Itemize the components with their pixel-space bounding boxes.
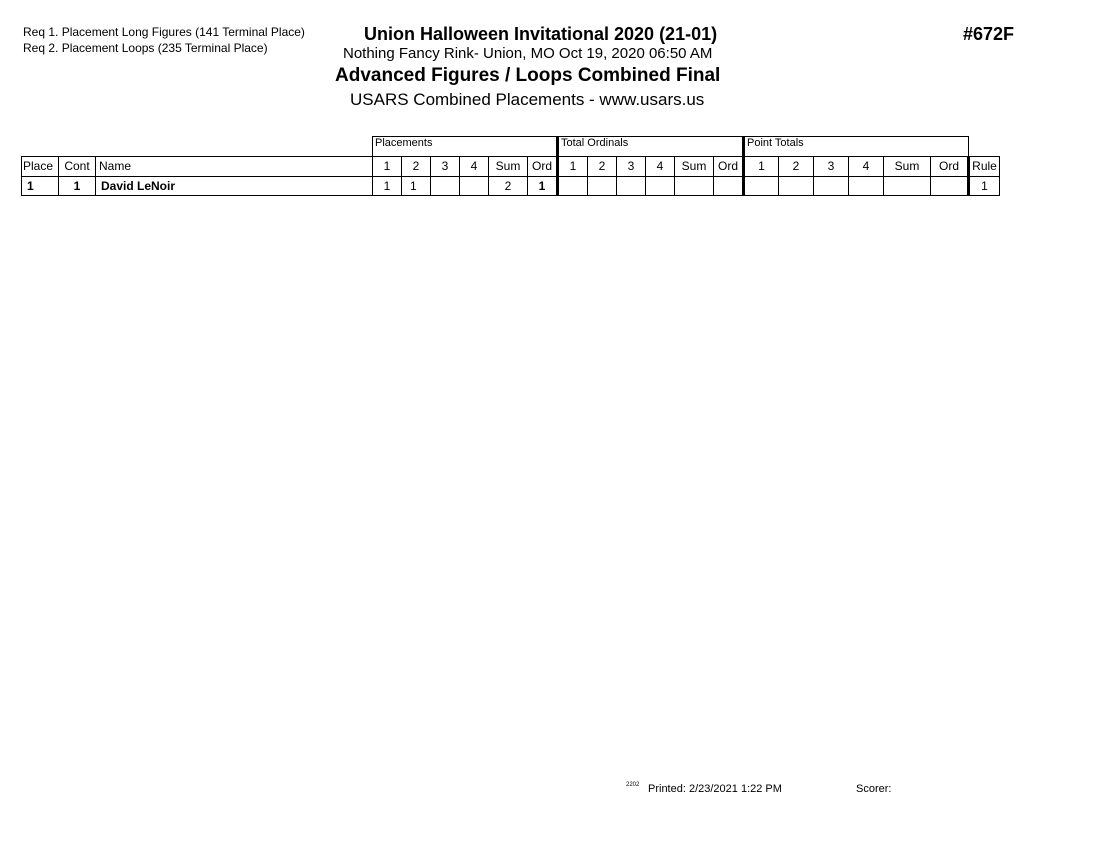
cell-tsum (675, 177, 714, 196)
cell-name: David LeNoir (96, 177, 373, 196)
col-p3: 3 (431, 157, 460, 177)
col-t1: 1 (558, 157, 588, 177)
event-number: #672F (963, 24, 1015, 44)
footer-code: 2202 (626, 782, 640, 788)
cell-ptord (931, 177, 969, 196)
cell-place: 1 (22, 177, 59, 196)
col-pt3: 3 (814, 157, 849, 177)
col-p1: 1 (373, 157, 402, 177)
col-tord: Ord (714, 157, 744, 177)
col-pt4: 4 (849, 157, 884, 177)
event-name: Advanced Figures / Loops Combined Final (335, 65, 721, 86)
cell-p3 (431, 177, 460, 196)
cell-pt3 (814, 177, 849, 196)
cell-pt4 (849, 177, 884, 196)
cell-ptsum (884, 177, 931, 196)
col-psum: Sum (489, 157, 528, 177)
group-placements: Placements (373, 137, 558, 157)
group-total-ordinals: Total Ordinals (558, 137, 744, 157)
cell-tord (714, 177, 744, 196)
col-ptord: Ord (931, 157, 969, 177)
requirement-1: Req 1. Placement Long Figures (141 Terminal Place) (23, 25, 305, 39)
cell-t2 (588, 177, 617, 196)
cell-p4 (460, 177, 489, 196)
col-pt2: 2 (779, 157, 814, 177)
col-p4: 4 (460, 157, 489, 177)
event-subtitle: USARS Combined Placements - www.usars.us (350, 90, 705, 109)
col-pt1: 1 (744, 157, 779, 177)
group-header-row (22, 137, 1000, 157)
cell-p2: 1 (402, 177, 431, 196)
col-p2: 2 (402, 157, 431, 177)
competition-title: Union Halloween Invitational 2020 (21-01) (364, 24, 718, 44)
cell-t1 (558, 177, 588, 196)
location-date: Nothing Fancy Rink- Union, MO Oct 19, 2020 06:50 AM (343, 45, 713, 62)
table-row (22, 177, 1000, 196)
scorer-label: Scorer: (856, 783, 892, 795)
cell-psum: 2 (489, 177, 528, 196)
group-point-totals: Point Totals (744, 137, 969, 157)
cell-t3 (617, 177, 646, 196)
requirement-2: Req 2. Placement Loops (235 Terminal Place) (23, 41, 268, 55)
col-t3: 3 (617, 157, 646, 177)
cell-p1: 1 (373, 177, 402, 196)
col-name: Name (96, 157, 373, 177)
col-ptsum: Sum (884, 157, 931, 177)
results-table (21, 136, 1000, 196)
col-pord: Ord (528, 157, 558, 177)
cell-pt1 (744, 177, 779, 196)
col-t4: 4 (646, 157, 675, 177)
cell-pord: 1 (528, 177, 558, 196)
cell-rule: 1 (969, 177, 1000, 196)
cell-pt2 (779, 177, 814, 196)
cell-cont: 1 (59, 177, 96, 196)
col-cont: Cont (59, 157, 96, 177)
printed-timestamp: Printed: 2/23/2021 1:22 PM (648, 783, 782, 795)
col-tsum: Sum (675, 157, 714, 177)
col-t2: 2 (588, 157, 617, 177)
col-place: Place (22, 157, 59, 177)
col-rule: Rule (969, 157, 1000, 177)
cell-t4 (646, 177, 675, 196)
column-header-row (22, 157, 1000, 177)
